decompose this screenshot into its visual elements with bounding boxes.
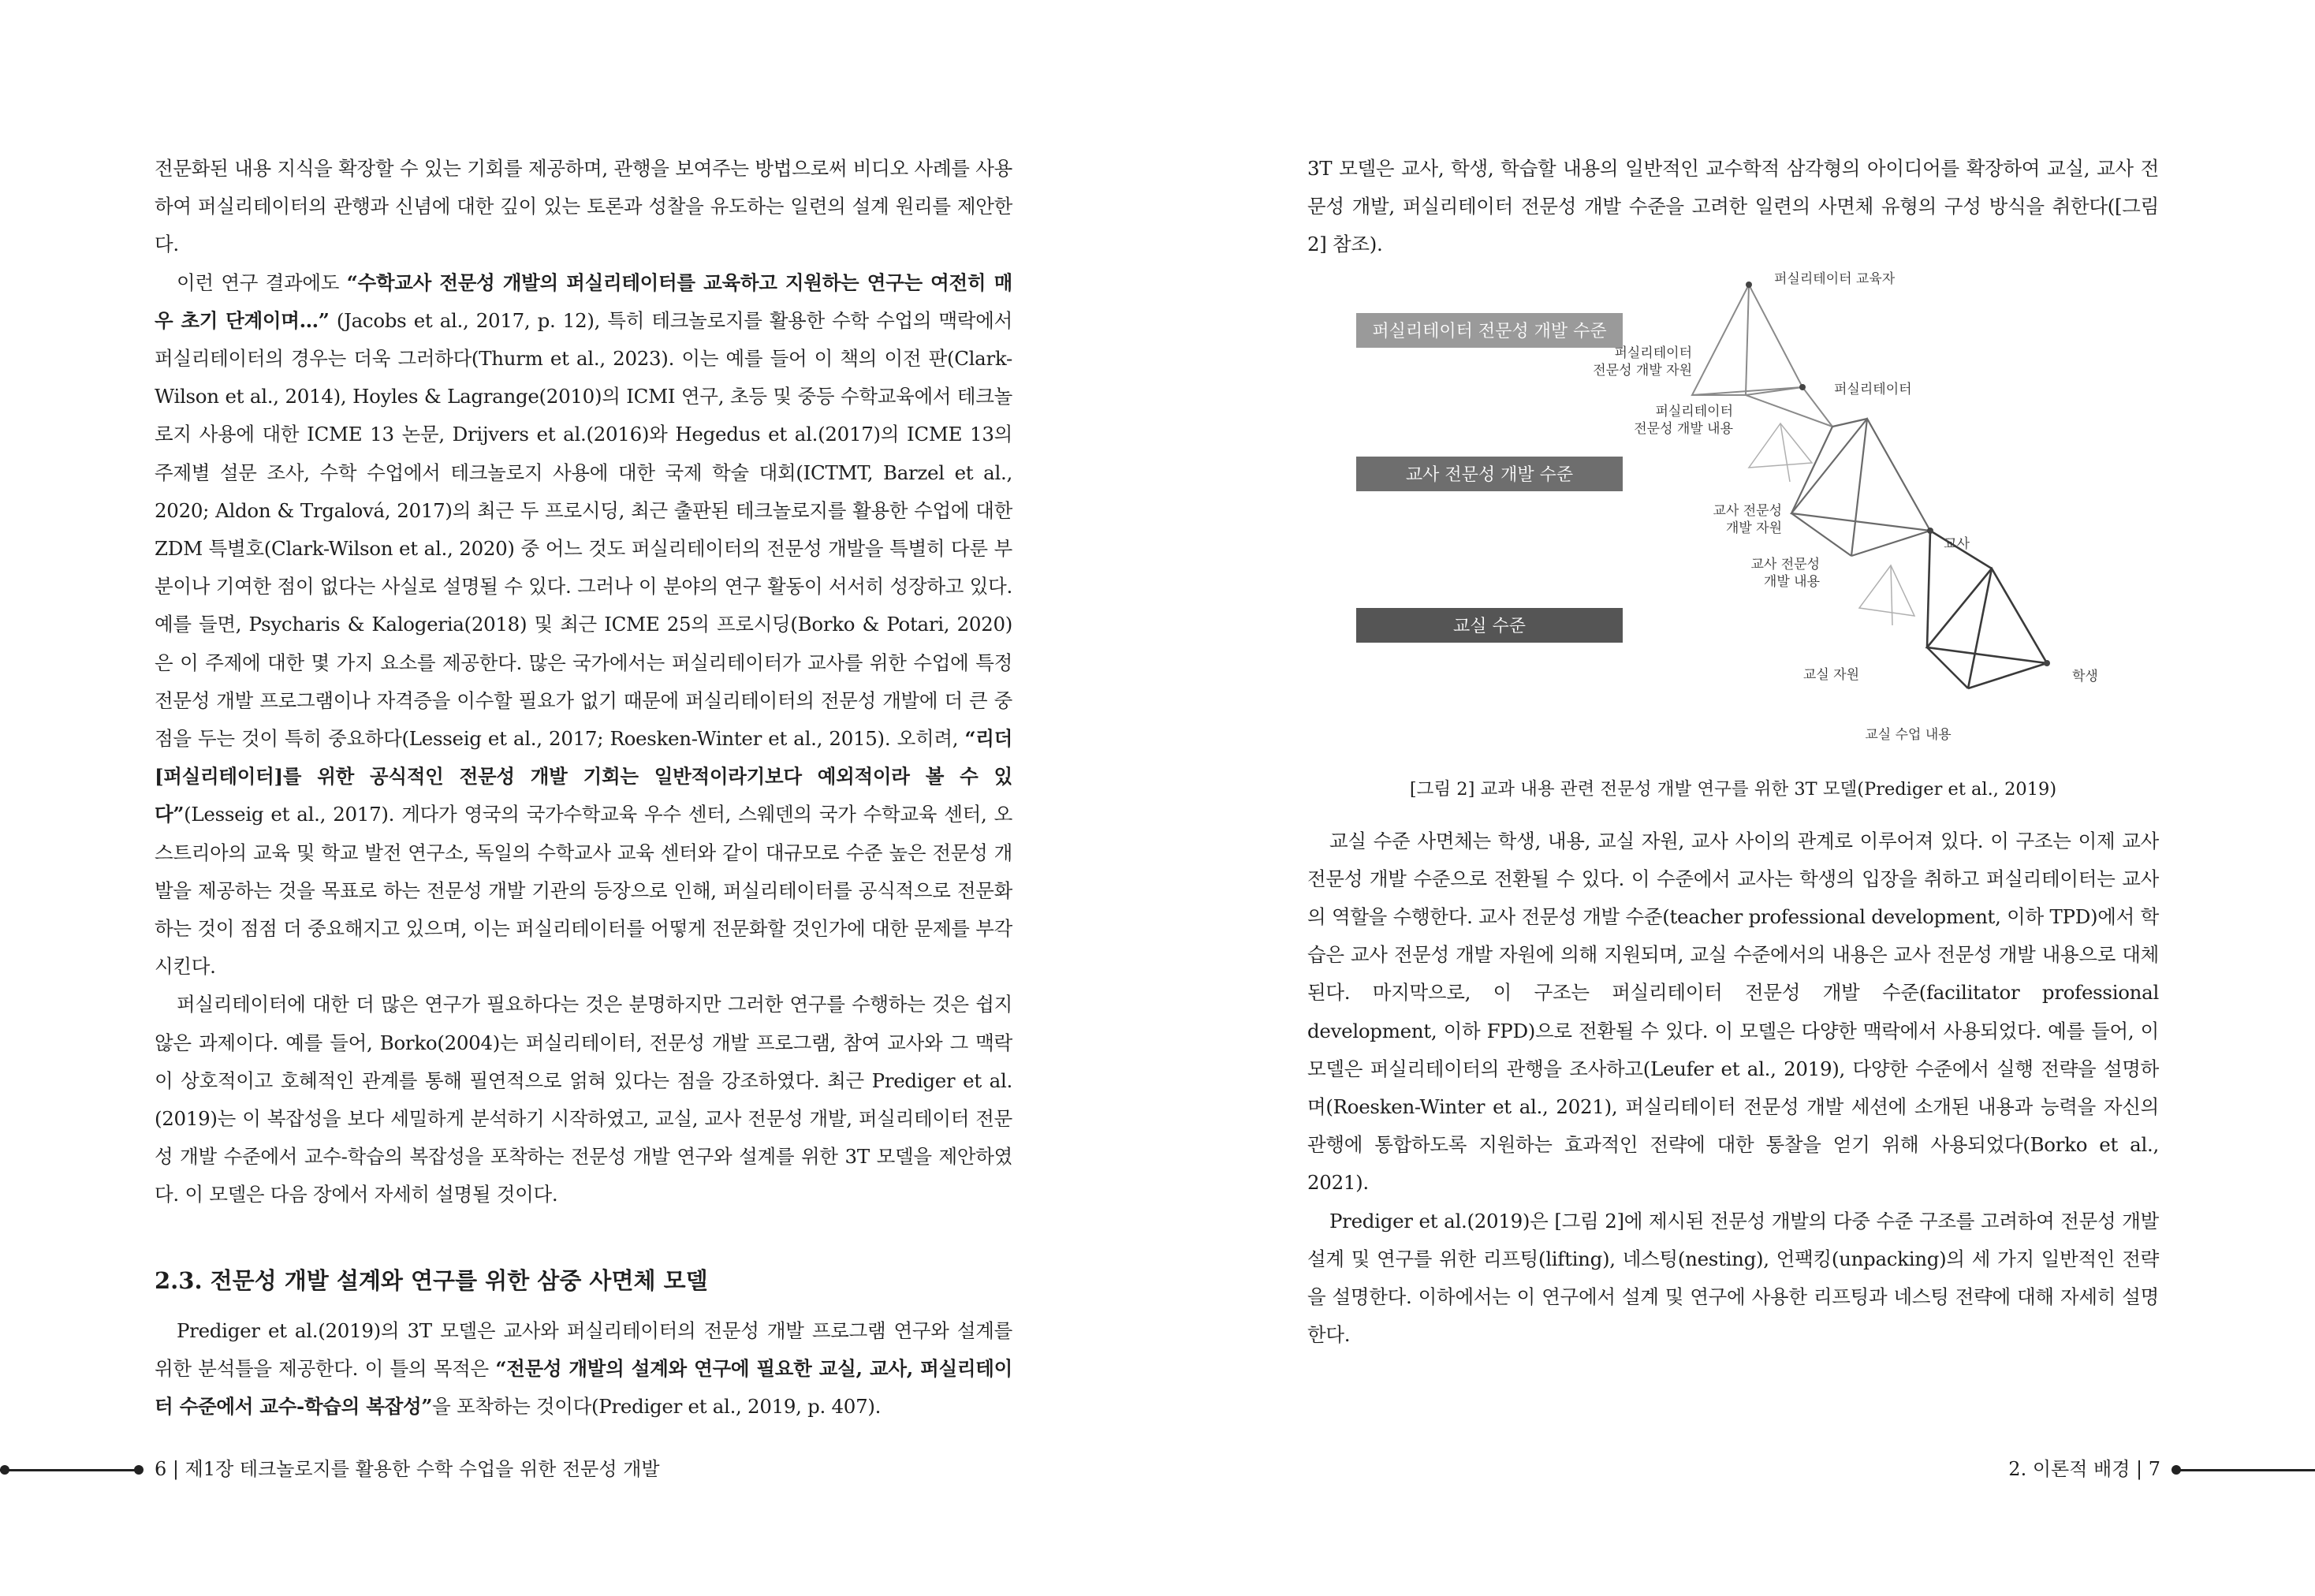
footer-dot-left <box>134 1465 144 1475</box>
label-teacher-content-2: 개발 내용 <box>1763 573 1820 590</box>
right-paragraph-3: Prediger et al.(2019)은 [그림 2]에 제시된 전문성 개발의 다중 수준 구조를 고려하여 전문성 개발 설계 및 연구를 위한 리프팅(lifting), 네스팅(nesting), 언팩킹(unpacking)의 세 가지 일반적인 전략을 설명한다. 이하에서는 이 연구에서 설계 및 연구에 사용한 리프팅과 네스팅 전략에 대해 자세히 설명한다. <box>1307 1209 2159 1347</box>
quote-bold: “수학교사 전문성 개발의 퍼실리테이터를 교육하고 지원하는 연구는 여전히 매우 초기 단계이며…” <box>155 270 1012 332</box>
figure-caption: [그림 2] 교과 내용 관련 전문성 개발 연구를 위한 3T 모델(Prediger et al., 2019) <box>1409 778 2057 800</box>
label-fac-res-1: 퍼실리테이터 <box>1614 345 1692 361</box>
footer-right: 2. 이론적 배경 | 7 <box>2008 1458 2160 1480</box>
right-paragraph-1: 3T 모델은 교사, 학생, 학습할 내용의 일반적인 교수학적 삼각형의 아이디어를 확장하여 교실, 교사 전문성 개발, 퍼실리테이터 전문성 개발 수준을 고려한 일련의 사면체 유형의 구성 방식을 취한다([그림 2] 참조). <box>1307 157 2159 256</box>
quote-bold: “전문성 개발의 설계와 연구에 필요한 교실, 교사, 퍼실리테이터 수준에서 교수-학습의 복잡성” <box>155 1356 1012 1419</box>
section-heading: 2.3. 전문성 개발 설계와 연구를 위한 삼중 사면체 모델 <box>155 1266 708 1294</box>
label-fac-content-2: 전문성 개발 내용 <box>1634 420 1733 437</box>
text-run: 을 포착하는 것이다(Prediger et al., 2019, p. 407). <box>432 1395 882 1419</box>
figure-3t-model <box>1307 269 2159 766</box>
label-teacher-res-1: 교사 전문성 <box>1713 502 1782 519</box>
label-educator: 퍼실리테이터 교육자 <box>1774 270 1896 287</box>
tetra-tpd <box>1791 419 1930 556</box>
label-class-res: 교실 자원 <box>1802 666 1859 683</box>
left-paragraph-2 <box>155 264 1012 986</box>
band-tpd-label: 교사 전문성 개발 수준 <box>1405 464 1574 485</box>
label-fac-res-2: 전문성 개발 자원 <box>1593 362 1692 378</box>
figure-diagram <box>1307 269 2159 766</box>
label-teacher-res-2: 개발 자원 <box>1725 520 1782 536</box>
tetra-class <box>1927 531 2047 688</box>
footer-rule-left <box>0 1469 139 1471</box>
text-run: 이런 연구 결과에도 <box>177 270 347 294</box>
left-paragraph-4 <box>155 1312 1012 1426</box>
left-paragraph-3: 퍼실리테이터에 대한 더 많은 연구가 필요하다는 것은 분명하지만 그러한 연구를 수행하는 것은 쉽지 않은 과제이다. 예를 들어, Borko(2004)는 퍼실리테이터, 전문성 개발 프로그램, 참여 교사와 그 맥락이 상호적이고 호혜적인 관계를 통해 필연적으로 얽혀 있다는 점을 강조하였다. 최근 Prediger et al.(2019)는 이 복잡성을 보다 세밀하게 분석하기 시작하였고, 교실, 교사 전문성 개발, 퍼실리테이터 전문성 개발 수준에서 교수-학습의 복잡성을 포착하는 전문성 개발 연구와 설계를 위한 3T 모델을 제안하였다. 이 모델은 다음 장에서 자세히 설명될 것이다. <box>155 993 1012 1206</box>
label-fac-content-1: 퍼실리테이터 <box>1655 403 1733 420</box>
left-paragraph-1: 전문화된 내용 지식을 확장할 수 있는 기회를 제공하며, 관행을 보여주는 방법으로써 비디오 사례를 사용하여 퍼실리테이터의 관행과 신념에 대한 깊이 있는 토론과 성찰을 유도하는 일련의 설계 원리를 제안한다. <box>155 157 1012 256</box>
label-class-content: 교실 수업 내용 <box>1865 726 1952 743</box>
band-class-label: 교실 수준 <box>1452 616 1527 636</box>
quote-bold: “리더[퍼실리테이터]를 위한 공식적인 전문성 개발 기회는 일반적이라기보다 예외적이라 볼 수 있다” <box>155 727 1012 826</box>
text-run: (Jacobs et al., 2017, p. 12), 특히 테크놀로지를 활용한 수학 수업의 맥락에서 퍼실리테이터의 경우는 더욱 그러하다(Thurm et al., 2023). 이는 예를 들어 이 책의 이전 판(Clark-Wilson et al., 2014), Hoyles & Lagrange(2010)의 ICMI 연구, 초등 및 중등 수학교육에서 테크놀로지 사용에 대한 ICME 13 논문, Drijvers et al.(2016)와 Hegedus et al.(2017)의 ICME 13의 주제별 설문 조사, 수학 수업에서 테크놀로지 사용에 대한 국제 학술 대회(ICTMT, Barzel et al., 2020; Aldon & Trgalová, 2017)의 최근 두 프로시딩, 최근 출판된 테크놀로지를 활용한 수업에 대한 ZDM 특별호(Clark-Wilson et al., 2020) 중 어느 것도 퍼실리테이터의 전문성 개발을 특별히 다룬 부분이나 기여한 점이 없다는 사실로 설명될 수 있다. 그러나 이 분야의 연구 활동이 서서히 성장하고 있다. 예를 들면, Psycharis & Kalogeria(2018) 및 최근 ICME 25의 프로시딩(Borko & Potari, 2020)은 이 주제에 대한 몇 가지 요소를 제공한다. 많은 국가에서는 퍼실리테이터가 교사를 위한 수업에 특정 전문성 개발 프로그램이나 자격증을 이수할 필요가 없기 때문에 퍼실리테이터의 전문성 개발에 더 큰 중점을 두는 것이 특히 중요하다(Lesseig et al., 2017; Roesken-Winter et al., 2015). 오히려, <box>155 308 1012 751</box>
text-run: Prediger et al.(2019)의 3T 모델은 교사와 퍼실리테이터의 전문성 개발 프로그램 연구와 설계를 위한 분석틀을 제공한다. 이 틀의 목적은 <box>155 1318 1012 1380</box>
right-paragraph-2: 교실 수준 사면체는 학생, 내용, 교실 자원, 교사 사이의 관계로 이루어져 있다. 이 구조는 이제 교사 전문성 개발 수준으로 전환될 수 있다. 이 수준에서 교사는 학생의 입장을 취하고 퍼실리테이터는 교사의 역할을 수행한다. 교사 전문성 개발 수준(teacher professional development, 이하 TPD)에서 학습은 교사 전문성 개발 자원에 의해 지원되며, 교실 수준에서의 내용은 교사 전문성 개발 내용으로 대체된다. 마지막으로, 이 구조는 퍼실리테이터 전문성 개발 수준(facilitator professional development, 이하 FPD)으로 전환될 수 있다. 이 모델은 다양한 맥락에서 사용되었다. 예를 들어, 이 모델은 퍼실리테이터의 관행을 조사하고(Leufer et al., 2019), 다양한 수준에서 실행 전략을 설명하며(Roesken-Winter et al., 2021), 퍼실리테이터 전문성 개발 세션에 소개된 내용과 능력을 자신의 관행에 통합하도록 지원하는 효과적인 전략에 대한 통찰을 얻기 위해 사용되었다(Borko et al., 2021). <box>1307 829 2159 1195</box>
label-teacher: 교사 <box>1944 535 1970 552</box>
label-facilitator: 퍼실리테이터 <box>1834 381 1912 397</box>
label-teacher-content-1: 교사 전문성 <box>1750 556 1820 572</box>
right-page <box>1307 150 2159 1354</box>
footer-left: 6 | 제1장 테크놀로지를 활용한 수학 수업을 위한 전문성 개발 <box>155 1458 660 1480</box>
band-fpd-label: 퍼실리테이터 전문성 개발 수준 <box>1372 321 1607 341</box>
footer-rule-right <box>2176 1469 2315 1471</box>
label-student: 학생 <box>2072 668 2098 684</box>
text-run: (Lesseig et al., 2017). 게다가 영국의 국가수학교육 우수 센터, 스웨덴의 국가 수학교육 센터, 오스트리아의 교육 및 학교 발전 연구소, 독일의 수학교사 교육 센터와 같이 대규모로 수준 높은 전문성 개발을 제공하는 것을 목표로 하는 전문성 개발 기관의 등장으로 인해, 퍼실리테이터를 공식적으로 전문화하는 것이 점점 더 중요해지고 있으며, 이는 퍼실리테이터를 어떻게 전문화할 것인가에 대한 문제를 부각시킨다. <box>155 803 1012 979</box>
left-page <box>155 150 1012 1426</box>
